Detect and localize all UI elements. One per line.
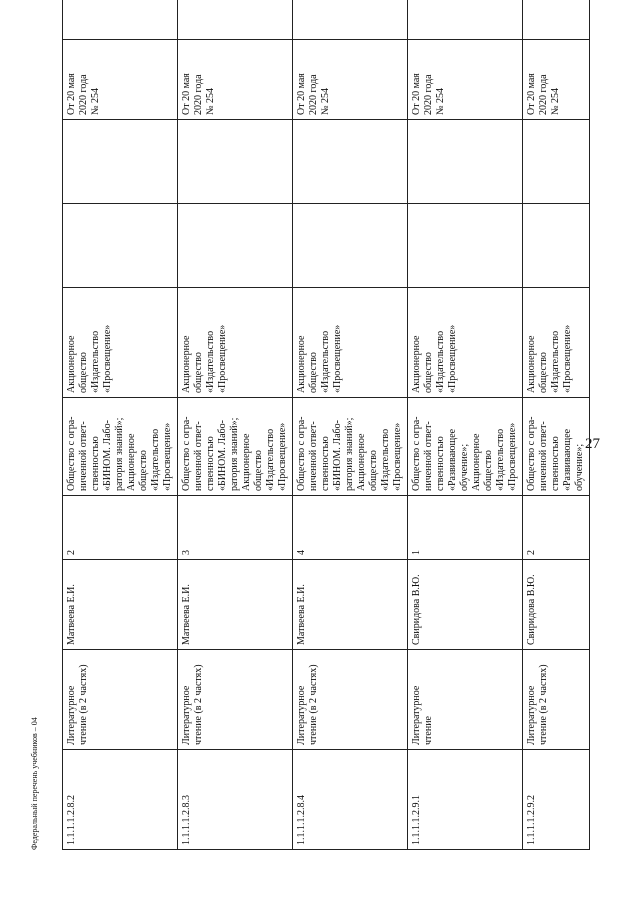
owner-cell: Акционерное общество «Издательство «Просвещение» — [293, 288, 408, 398]
empty-cell — [523, 0, 590, 40]
publisher-cell: Общество с огра- ниченной ответ- ственностью «БИНОМ. Лабо- ратория знаний»; Акционерное общество «Издательство «Просвещение» — [63, 398, 178, 496]
table-row — [523, 0, 590, 850]
empty-cell — [63, 120, 178, 204]
empty-cell — [63, 204, 178, 288]
author-cell: Свиридова В.Ю. — [523, 560, 590, 650]
author-cell: Матвеева Е.И. — [293, 560, 408, 650]
publisher-cell: Общество с огра- ниченной ответ- ственностью «Развивающее обучение»; — [523, 398, 590, 496]
empty-cell — [178, 120, 293, 204]
order-cell: От 20 мая 2020 года № 254 — [408, 40, 523, 120]
author-cell: Матвеева Е.И. — [63, 560, 178, 650]
table-row — [293, 0, 408, 850]
empty-cell — [408, 120, 523, 204]
empty-cell — [293, 120, 408, 204]
empty-cell — [523, 120, 590, 204]
owner-cell: Акционерное общество «Издательство «Просвещение» — [63, 288, 178, 398]
code-cell: 1.1.1.1.2.9.1 — [408, 750, 523, 850]
empty-cell — [523, 204, 590, 288]
publisher-cell: Общество с огра- ниченной ответ- ственностью «Развивающее обучение»; Акционерное общество «Издательство «Просвещение» — [408, 398, 523, 496]
order-cell: От 20 мая 2020 года № 254 — [293, 40, 408, 120]
author-cell: Свиридова В.Ю. — [408, 560, 523, 650]
grade-cell: 1 — [408, 496, 523, 560]
table-row — [408, 0, 523, 850]
owner-cell: Акционерное общество «Издательство «Просвещение» — [408, 288, 523, 398]
code-cell: 1.1.1.1.2.8.4 — [293, 750, 408, 850]
empty-cell — [293, 204, 408, 288]
order-cell: От 20 мая 2020 года № 254 — [63, 40, 178, 120]
title-cell: Литературное чтение (в 2 частях) — [178, 650, 293, 750]
grade-cell: 3 — [178, 496, 293, 560]
textbook-table — [62, 0, 590, 850]
order-cell: От 20 мая 2020 года № 254 — [523, 40, 590, 120]
author-cell: Матвеева Е.И. — [178, 560, 293, 650]
code-cell: 1.1.1.1.2.8.3 — [178, 750, 293, 850]
title-cell: Литературное чтение (в 2 частях) — [63, 650, 178, 750]
empty-cell — [63, 0, 178, 40]
table-row — [63, 0, 178, 850]
empty-cell — [408, 204, 523, 288]
grade-cell: 2 — [63, 496, 178, 560]
grade-cell: 4 — [293, 496, 408, 560]
page-number: 27 — [585, 436, 600, 452]
footer-note: Федеральный перечень учебников – 04 — [30, 717, 39, 850]
owner-cell: Акционерное общество «Издательство «Просвещение» — [523, 288, 590, 398]
publisher-cell: Общество с огра- ниченной ответ- ственностью «БИНОМ. Лабо- ратория знаний»; Акционерное общество «Издательство «Просвещение» — [293, 398, 408, 496]
table-row — [178, 0, 293, 850]
title-cell: Литературное чтение (в 2 частях) — [293, 650, 408, 750]
empty-cell — [178, 204, 293, 288]
empty-cell — [408, 0, 523, 40]
code-cell: 1.1.1.1.2.9.2 — [523, 750, 590, 850]
empty-cell — [178, 0, 293, 40]
rotated-table-wrapper — [62, 0, 585, 850]
code-cell: 1.1.1.1.2.8.2 — [63, 750, 178, 850]
grade-cell: 2 — [523, 496, 590, 560]
title-cell: Литературное чтение — [408, 650, 523, 750]
empty-cell — [293, 0, 408, 40]
owner-cell: Акционерное общество «Издательство «Просвещение» — [178, 288, 293, 398]
order-cell: От 20 мая 2020 года № 254 — [178, 40, 293, 120]
publisher-cell: Общество с огра- ниченной ответ- ственностью «БИНОМ. Лабо- ратория знаний»; Акционерное общество «Издательство «Просвещение» — [178, 398, 293, 496]
title-cell: Литературное чтение (в 2 частях) — [523, 650, 590, 750]
